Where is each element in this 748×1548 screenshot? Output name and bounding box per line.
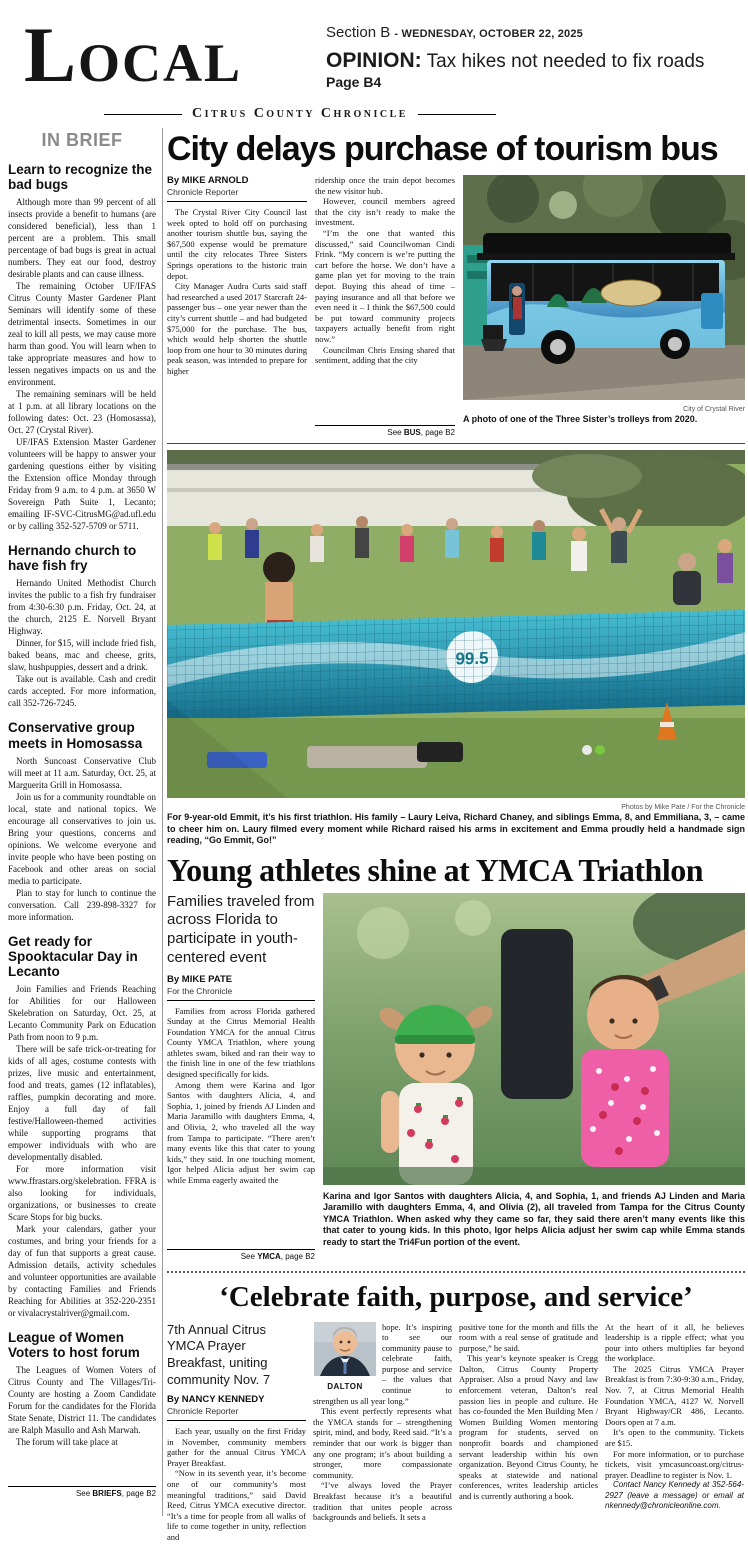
nameplate-title: Citrus County Chronicle <box>192 106 408 121</box>
prayer-col4 <box>605 1322 744 1548</box>
bus-story-byline <box>167 175 307 202</box>
byline-role: Chronicle Reporter <box>167 1406 239 1417</box>
body-paragraph: This year’s keynote speaker is Cregg Dalton, Citrus County Property Appraiser. Also a proud Navy and law enforcement veteran, Dalton’s real passion lies in people and culture. He has co-founded the Men Building Men / Women Building Women mentoring program for students, served on nonprofit boards and championed servant leadership within his own organization. Beyond Citrus County, he speaks at statewide and national conferences, writes leadership articles and is currently authoring a book. <box>459 1353 598 1501</box>
brief-paragraph: Dinner, for $15, will include fried fish, baked beans, mac and cheese, grits, slaw, hushpuppies, dessert and a drink. <box>8 638 156 673</box>
brief-paragraph: The remaining October UF/IFAS Citrus County Master Gardener Plant Seminars will identify some of these detrimental insects. Sometimes in our zeal to kill all pests, we may cause more harm than good. You will learn when to take appropriate measures and how to lessen negatives impacts on us and the environment. <box>8 281 156 388</box>
opinion-text: Tax hikes not needed to fix roads <box>426 51 705 72</box>
body-paragraph: hope. It’s inspiring to see our community pause to celebrate faith, purpose and service – the values that continue to strengthen us all year long.” <box>313 1321 452 1406</box>
section-masthead: LOCAL <box>24 11 243 98</box>
brief-heading: Get ready for Spooktacular Day in Lecanto <box>8 933 138 979</box>
bus-story-col2 <box>315 175 455 437</box>
triathlon-headline: Young athletes shine at YMCA Triathlon <box>167 851 704 888</box>
triathlon-story <box>167 893 745 1261</box>
sidebar-divider <box>162 128 163 1516</box>
brief-paragraph: The remaining seminars will be held at 1 p.m. at all library locations on the following dates: Oct. 23 (Homosassa), Oct. 27 (Crystal River). <box>8 389 156 436</box>
brief-heading: Hernando church to have fish fry <box>8 543 137 574</box>
prayer-headline: ‘Celebrate faith, purpose, and service’ <box>219 1280 693 1313</box>
nameplate-rule-right <box>418 114 496 115</box>
brief-heading: League of Women Voters to host forum <box>8 1329 140 1361</box>
prayer-subhead: 7th Annual Citrus YMCA Prayer Breakfast, uniting community Nov. 7 <box>167 1321 271 1388</box>
swim-cap-photo-block <box>323 893 745 1261</box>
body-paragraph: At the heart of it all, he believes leadership is a ripple effect; what you pour into others multiplies far beyond the workplace. <box>605 1321 744 1364</box>
dotted-divider <box>167 1271 745 1273</box>
section-label: Section B <box>326 24 391 41</box>
brief-paragraph: Although more than 99 percent of all insects provide a benefit to humans (are considered beneficial), less than 1 percent are a problem. This small percentage of bad bugs is great in actual numbers. They eat our food, destroy desirable plants and can cause illness. <box>8 197 156 280</box>
lead-photo-caption: For 9-year-old Emmit, it’s his first triathlon. His family – Laury Leiva, Richard Chaney, and siblings Emma, 8, and Emmiliana, 3, – came to cheer him on. Laury filmed every moment while Richard raised his arms in excitement and Emma proudly held a handmade sign reading, “Go Emmit, Go!” <box>167 812 745 845</box>
byline-author: By MIKE PATE <box>167 973 233 985</box>
headshot-label: DALTON <box>327 1381 363 1391</box>
lead-photo-credit: Photos by Mike Pate / For the Chronicle <box>621 804 745 811</box>
bus-photo-caption: A photo of one of the Three Sister’s trolleys from 2020. <box>463 414 698 424</box>
in-brief-sidebar <box>8 130 156 1510</box>
triathlon-subhead: Families traveled from across Florida to participate in youth-centered event <box>167 892 315 966</box>
contact-line: Contact Nancy Kennedy at 352-564-2927 (leave a message) or email at nkennedy@chronicleonline.com. <box>605 1480 744 1511</box>
byline-author: By NANCY KENNEDY <box>167 1394 265 1406</box>
bus-story <box>167 175 745 437</box>
body-paragraph: “Now in its seventh year, it’s become one of our community’s most meaningful traditions,” said David Reed, Citrus YMCA executive director. “It’s a time for people from all walks of life to come together in unity, reflection and <box>167 1468 306 1542</box>
swim-cap-photo <box>323 893 745 1185</box>
body-paragraph: For more information, or to purchase tickets, visit ymcasuncoast.org/citrus-prayer. Deadline to register is Nov. 1. <box>605 1448 744 1480</box>
nameplate-rule-left <box>104 114 182 115</box>
brief-heading: Learn to recognize the bad bugs <box>8 162 153 193</box>
body-paragraph: The Crystal River City Council last week opted to hold off on purchasing another tourism shuttle bus, saying the $67,500 expense would be premature until the city relocates Three Sisters Springs operations to the historic train depot. <box>167 207 307 281</box>
brief-paragraph: UF/IFAS Extension Master Gardener volunteers will be happy to answer your gardening questions either by visiting the Extension office Monday through Friday from 9 a.m. to 4 p.m. at 3650 W Sovereign Path Suite 1, Lecanto; emailing IF-SVC-CitrusMG@ad.ufl.edu or by calling 352-527-5709 or 5711. <box>8 437 156 532</box>
section-info <box>326 24 736 41</box>
byline-author: By MIKE ARNOLD <box>167 175 249 186</box>
triathlon-byline <box>167 974 315 1001</box>
brief-paragraph: Join us for a community roundtable on local, state and national topics. We encourage all conservatives to join us. Bring your questions, concerns and opinions. We welcome everyone and invite people who have been posting on Facebook and other areas on social media to participate. <box>8 791 156 886</box>
brief-heading: Conservative group meets in Homosassa <box>8 720 143 751</box>
main-content <box>167 128 745 1548</box>
byline-role: Chronicle Reporter <box>167 187 239 197</box>
body-paragraph: City Manager Audra Curts said staff had researched a used 2017 Starcraft 24-passenger bus – one year newer than the city’s current shuttle – and had budgeted $75,000 for the purchase. The bus, which would help shorten the shuttle loop from one hour to 30 minutes during peak season, was intended to prepare for higher <box>167 281 307 376</box>
bus-photo-block <box>463 175 745 437</box>
dalton-headshot <box>314 1322 376 1376</box>
body-paragraph: Each year, usually on the first Friday in November, community members gather for the annual Citrus YMCA Prayer Breakfast. <box>167 1426 306 1468</box>
brief-paragraph: For more information visit www.ffrastars.org/skelebration. FFRA is also looking for individuals, organizations, or businesses to create Scare Stops for big bucks. <box>8 1163 156 1222</box>
body-paragraph: It’s open to the community. Tickets are $15. <box>605 1427 744 1449</box>
opinion-label: OPINION: <box>326 49 422 72</box>
body-paragraph: Among them were Karina and Igor Santos with daughters Alicia, 4, and Sophia, 1, joined by friends AJ Linden and Maria Jaramillo with daughters Emma, 4, and Olivia, 2, who traveled all the way from Tampa to participate. “There aren’t many events like this that cater to young kids,” they said. In one touching moment, Igor helped Alicia adjust her swim cap while Emma eagerly awaited the <box>167 1079 315 1185</box>
header-right <box>326 24 736 90</box>
bus-photo <box>463 175 745 400</box>
brief-paragraph: Join Families and Friends Reaching for Abilities for our Halloween Skelebration on Saturday, Oct. 25, at Lecanto Community Park on Education Path from noon to 9 p.m. <box>8 983 156 1042</box>
brief-paragraph: North Suncoast Conservative Club will meet at 11 a.m. Saturday, Oct. 25, at Marguerita Grill in Homosassa. <box>8 755 156 790</box>
in-brief-title: IN BRIEF <box>41 130 123 150</box>
brief-paragraph: The forum will take place at <box>16 1437 118 1448</box>
body-paragraph: Councilman Chris Ensing shared that sentiment, adding that the city <box>315 344 455 366</box>
brief-paragraph: Take out is available. Cash and credit cards accepted. For more information, call 352-726-7245. <box>8 674 156 709</box>
bus-photo-credit: City of Crystal River <box>683 406 745 413</box>
byline-role: For the Chronicle <box>167 985 233 996</box>
section-rule <box>167 443 745 444</box>
body-paragraph: “I’ve always loved the Prayer Breakfast because it’s a beautiful tradition that unites people across backgrounds and beliefs. It sets a <box>313 1480 452 1523</box>
brief-paragraph: The Leagues of Women Voters of Citrus County and The Villages/Tri-County are hosting a Zoom Candidate Forum for the candidates for the Florida State Senate, District 11. The candidates are Ralph Masullo and Ash Marwah. <box>8 1365 156 1436</box>
issue-date: - WEDNESDAY, OCTOBER 22, 2025 <box>394 28 583 40</box>
opinion-page-ref: Page B4 <box>326 74 382 90</box>
prayer-col1 <box>167 1322 306 1548</box>
body-paragraph: ridership once the train depot becomes the new visitor hub. <box>315 175 455 196</box>
bus-story-headline: City delays purchase of tourism bus <box>167 130 718 168</box>
briefs-continuation: See BRIEFS, page B2 <box>8 1486 156 1498</box>
prayer-byline <box>167 1394 306 1421</box>
body-paragraph: However, council members agreed that the city isn’t ready to make the investment. <box>315 196 455 228</box>
prayer-story <box>167 1322 745 1548</box>
body-paragraph: Families from across Florida gathered Sunday at the Citrus Memorial Health Foundation YMCA for the annual Citrus County YMCA Triathlon, where young athletes swam, biked and ran their way to the finish line in one of the few triathlons designed specifically for kids. <box>167 1005 315 1080</box>
brief-paragraph: Hernando United Methodist Church invites the public to a fish fry fundraiser from 4:30-6:30 p.m. Friday, Oct. 24, at the church, 2125 E. Norvell Bryant Highway. <box>8 578 156 637</box>
bus-story-col1 <box>167 175 307 437</box>
prayer-col2 <box>313 1322 452 1548</box>
triathlon-col <box>167 893 315 1261</box>
opinion-teaser <box>326 49 736 90</box>
nameplate <box>0 106 600 122</box>
ymca-continuation: See YMCA, page B2 <box>167 1249 315 1261</box>
triathlon-crowd-photo <box>167 450 745 798</box>
brief-paragraph: Mark your calendars, gather your costumes, and bring your friends for a day of fun that supports a great cause. Admission details, activity schedules and volunteer opportunities are available by contacting Families and Friends Reaching for Abilities at 352-220-2351 or vivalacrystalriver@gmail.com. <box>8 1223 156 1318</box>
bus-continuation: See BUS, page B2 <box>315 425 455 437</box>
body-paragraph: The 2025 Citrus YMCA Prayer Breakfast is from 7:30-9:30 a.m., Friday, Nov. 7, at Citrus Memorial Health Foundation YMCA, 4127 W. Norvell Bryant Highway/CR 486, Lecanto. Doors open at 7 a.m. <box>605 1363 744 1427</box>
dalton-headshot-block <box>313 1322 377 1391</box>
body-paragraph: This event perfectly represents what the YMCA stands for – strengthening spirit, mind, and body, Reed said. “It’s a reminder that our work is bigger than any one program; it’s about building a stronger, more compassionate community. <box>313 1406 452 1480</box>
body-paragraph: positive tone for the month and fills the room with a real sense of gratitude and purpose,” he said. <box>459 1321 598 1353</box>
prayer-col3 <box>459 1322 598 1548</box>
body-paragraph: “I’m the one that wanted this discussed,” said Councilwoman Cindi Frink. “My concern is we’re putting the cart before the horse. We don’t have a game plan yet for moving to the train depot. Buying this ahead of time – paying insurance and all that before we even need it – I think the $67,500 could be put toward community projects taxpayers actually benefit from right now.” <box>315 227 455 344</box>
swim-cap-photo-caption: Karina and Igor Santos with daughters Alicia, 4, and Sophia, 1, and friends AJ Linden and Maria Jaramillo with daughters Emma, 4, and Olivia (2), all traveled from Tampa for the Citrus County YMCA Triathlon. When asked why they came so far, they said there aren’t many events like this that cater to young kids. In this photo, Igor helps Alicia adjust her swim cap while Emma stands ready to start the Tri4Fun portion of the event. <box>323 1190 745 1247</box>
brief-paragraph: There will be safe trick-or-treating for kids of all ages, costume contests with prizes, live music and entertainment, food and treats, games (12 inflatables), raffles, pumpkin decorating and more. Enjoy a full day of fall festive/Halloween-themed activities while supporting programs that empower individuals with who are developmentally disabled. <box>8 1043 156 1162</box>
brief-paragraph: Plan to stay for lunch to continue the conversation. Call 239-898-3327 for more information. <box>8 887 156 922</box>
